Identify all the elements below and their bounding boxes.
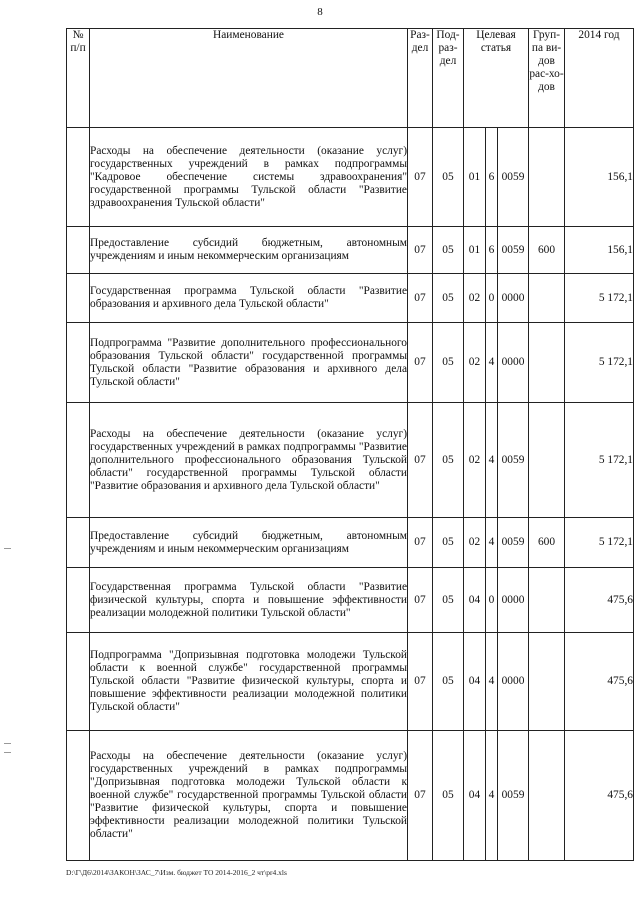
table-row: [67, 633, 634, 731]
row-podrazdel: 05: [433, 518, 464, 568]
row-cs-direction: 0000: [498, 274, 529, 323]
row-amount: 5 172,1: [565, 518, 634, 568]
row-num: [67, 633, 90, 731]
row-num: [67, 731, 90, 861]
row-razdel: 07: [408, 633, 433, 731]
header-target-article: Целевая статья: [464, 29, 529, 128]
row-group: [529, 323, 565, 403]
header-podrazdel: Под-раз-дел: [433, 29, 464, 128]
row-amount: 5 172,1: [565, 274, 634, 323]
row-group: 600: [529, 518, 565, 568]
row-cs-program: 01: [464, 128, 486, 227]
row-amount: 475,6: [565, 633, 634, 731]
row-razdel: 07: [408, 518, 433, 568]
row-podrazdel: 05: [433, 274, 464, 323]
row-cs-subprogram: 6: [486, 128, 498, 227]
table-row: [67, 731, 634, 861]
row-group: [529, 128, 565, 227]
header-name: Наименование: [90, 29, 408, 128]
row-group: 600: [529, 227, 565, 274]
row-cs-direction: 0059: [498, 518, 529, 568]
scan-mark: [4, 548, 11, 549]
table-row: [67, 128, 634, 227]
row-name: Расходы на обеспечение деятельности (оказание услуг) государственных учреждений в рамках подпрограммы "Развитие дополнительного профессионального образования Тульской области" государственной программы Тульской области "Развитие образования и архивного дела Тульской области": [90, 403, 408, 518]
row-cs-subprogram: 0: [486, 274, 498, 323]
row-cs-program: 04: [464, 731, 486, 861]
row-razdel: 07: [408, 568, 433, 633]
row-cs-subprogram: 4: [486, 323, 498, 403]
row-amount: 5 172,1: [565, 323, 634, 403]
row-amount: 156,1: [565, 128, 634, 227]
header-year: 2014 год: [565, 29, 634, 128]
row-num: [67, 518, 90, 568]
row-cs-program: 02: [464, 274, 486, 323]
row-name: Подпрограмма "Развитие дополнительного профессионального образования Тульской области" государственной программы Тульской области "Развитие образования и архивного дела Тульской области": [90, 323, 408, 403]
row-name: Подпрограмма "Допризывная подготовка молодежи Тульской области к военной службе" государственной программы Тульской области "Развитие физической культуры, спорта и повышение эффективности реализации молодежной политики Тульской области": [90, 633, 408, 731]
row-cs-subprogram: 0: [486, 568, 498, 633]
header-group: Груп-па ви-дов рас-хо-дов: [529, 29, 565, 128]
row-name: Предоставление субсидий бюджетным, автономным учреждениям и иным некоммерческим организациям: [90, 518, 408, 568]
row-amount: 5 172,1: [565, 403, 634, 518]
header-razdel: Раз-дел: [408, 29, 433, 128]
table-row: [67, 323, 634, 403]
row-name: Государственная программа Тульской области "Развитие образования и архивного дела Тульской области": [90, 274, 408, 323]
row-podrazdel: 05: [433, 568, 464, 633]
row-group: [529, 274, 565, 323]
table-row: [67, 403, 634, 518]
row-name: Расходы на обеспечение деятельности (оказание услуг) государственных учреждений в рамках подпрограммы "Кадровое обеспечение системы здравоохранения" государственной программы Тульской области "Развитие здравоохранения Тульской области": [90, 128, 408, 227]
page-number: 8: [317, 6, 323, 18]
row-cs-direction: 0059: [498, 227, 529, 274]
table-row: [67, 274, 634, 323]
row-cs-subprogram: 4: [486, 518, 498, 568]
row-amount: 475,6: [565, 731, 634, 861]
row-num: [67, 323, 90, 403]
budget-table: [66, 28, 634, 861]
row-razdel: 07: [408, 227, 433, 274]
row-razdel: 07: [408, 403, 433, 518]
row-cs-program: 04: [464, 633, 486, 731]
table-body: [67, 128, 634, 861]
row-group: [529, 568, 565, 633]
row-cs-program: 04: [464, 568, 486, 633]
row-num: [67, 128, 90, 227]
row-podrazdel: 05: [433, 633, 464, 731]
row-num: [67, 403, 90, 518]
row-amount: 156,1: [565, 227, 634, 274]
row-num: [67, 227, 90, 274]
table-row: [67, 568, 634, 633]
table-row: [67, 227, 634, 274]
row-podrazdel: 05: [433, 403, 464, 518]
row-razdel: 07: [408, 323, 433, 403]
row-podrazdel: 05: [433, 731, 464, 861]
row-num: [67, 274, 90, 323]
row-cs-subprogram: 6: [486, 227, 498, 274]
table-row: [67, 518, 634, 568]
row-cs-subprogram: 4: [486, 633, 498, 731]
row-name: Государственная программа Тульской области "Развитие физической культуры, спорта и повышение эффективности реализации молодежной политики Тульской области": [90, 568, 408, 633]
row-amount: 475,6: [565, 568, 634, 633]
table-header-row: [67, 29, 634, 128]
row-razdel: 07: [408, 731, 433, 861]
row-group: [529, 731, 565, 861]
row-group: [529, 633, 565, 731]
row-cs-direction: 0000: [498, 323, 529, 403]
scan-mark: [4, 743, 11, 744]
row-razdel: 07: [408, 274, 433, 323]
row-group: [529, 403, 565, 518]
row-cs-program: 02: [464, 403, 486, 518]
row-cs-subprogram: 4: [486, 403, 498, 518]
header-num: № п/п: [67, 29, 90, 128]
row-podrazdel: 05: [433, 128, 464, 227]
row-name: Расходы на обеспечение деятельности (оказание услуг) государственных учреждений в рамках подпрограммы "Допризывная подготовка молодежи Тульской области к военной службе" государственной программы Тульской области "Развитие физической культуры, спорта и повышение эффективности реализации молодежной политики Тульской области": [90, 731, 408, 861]
row-cs-direction: 0059: [498, 128, 529, 227]
row-cs-direction: 0059: [498, 731, 529, 861]
row-razdel: 07: [408, 128, 433, 227]
row-cs-program: 02: [464, 323, 486, 403]
row-cs-program: 02: [464, 518, 486, 568]
scan-mark: [4, 752, 11, 753]
row-cs-direction: 0000: [498, 633, 529, 731]
row-cs-subprogram: 4: [486, 731, 498, 861]
row-cs-direction: 0000: [498, 568, 529, 633]
row-num: [67, 568, 90, 633]
row-podrazdel: 05: [433, 323, 464, 403]
footer-file-path: D:\Г\Д6\2014\ЗАКОН\ЗАС_7\Изм. бюджет ТО 2014-2016_2 чт\pr4.xls: [66, 868, 287, 877]
row-cs-direction: 0059: [498, 403, 529, 518]
row-name: Предоставление субсидий бюджетным, автономным учреждениям и иным некоммерческим организациям: [90, 227, 408, 274]
row-podrazdel: 05: [433, 227, 464, 274]
row-cs-program: 01: [464, 227, 486, 274]
